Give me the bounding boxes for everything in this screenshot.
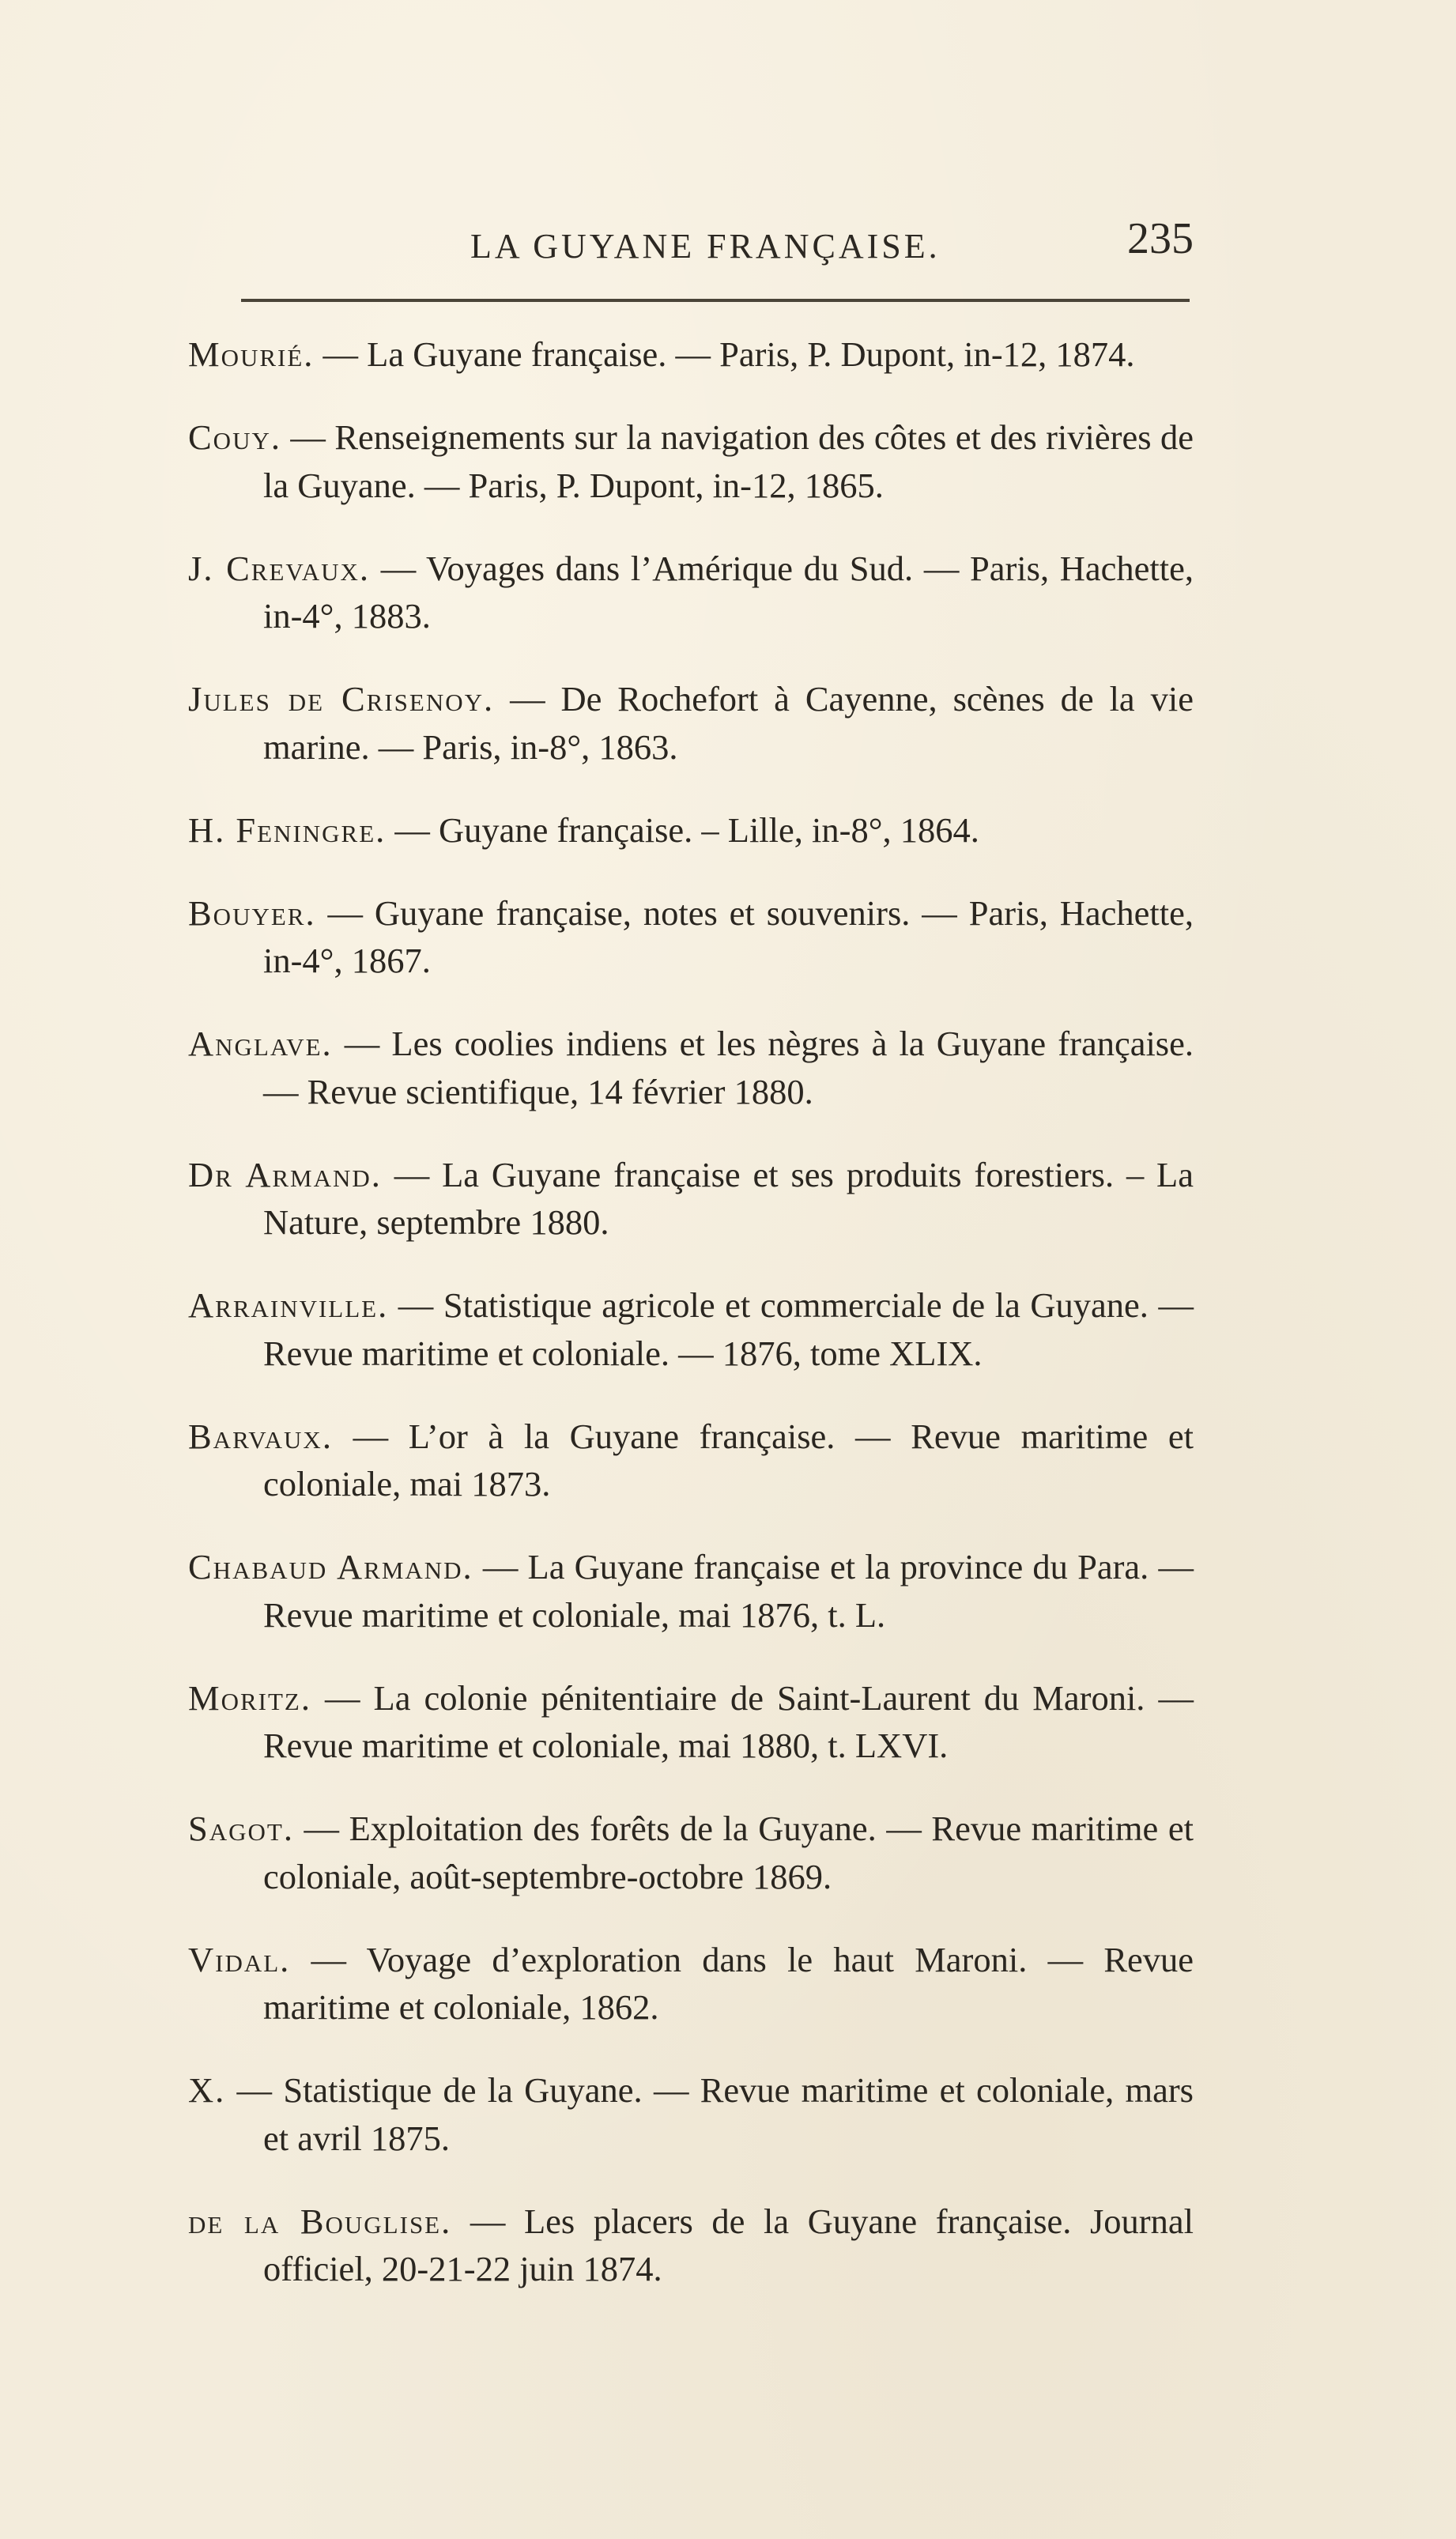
header-rule [241,299,1190,302]
entry-author: Sagot. [188,1809,294,1848]
entry-author: Couy. [188,417,281,457]
entry-author: Bouyer. [188,892,316,933]
entry-author: Anglave. [188,1024,333,1063]
entry-author: Dr Armand. [188,1154,382,1194]
entry-text: — De Rochefort à Cayenne, scènes de la vie marine. — Paris, in-8°, 1863. [263,679,1194,767]
entry-text: — Renseignements sur la navigation des côtes et des rivières de la Guyane. — Paris, P. Dupont, in-12, 1865. [263,417,1194,505]
bibliography-list [188,330,1194,2302]
bibliography-entry [188,1151,1194,1247]
entry-author: X. [188,2070,226,2110]
entry-author: Mourié. [188,334,315,374]
entry-text: — Les coolies indiens et les nègres à la Guyane française. — Revue scientifique, 14 février 1880. [263,1024,1194,1111]
bibliography-entry [188,675,1194,771]
entry-author: de la Bouglise. [188,2201,452,2241]
page-header [190,212,1194,283]
entry-text: — Guyane française, notes et souvenirs. — Paris, Hachette, in-4°, 1867. [263,892,1194,980]
entry-text: — Les placers de la Guyane française. Journal officiel, 20-21-22 juin 1874. [263,2201,1194,2288]
entry-text: — La colonie pénitentiaire de Saint-Laurent du Maroni. — Revue maritime et coloniale, mai 1880, t. LXVI. [263,1677,1194,1765]
entry-author: Arrainville. [188,1285,389,1325]
entry-text: — La Guyane française. — Paris, P. Dupont, in-12, 1874. [314,334,1135,374]
entry-author: Barvaux. [188,1416,333,1456]
bibliography-entry [188,545,1194,640]
bibliography-entry [188,330,1194,379]
bibliography-entry [188,889,1194,985]
entry-text: — L’or à la Guyane française. — Revue maritime et coloniale, mai 1873. [263,1416,1194,1503]
bibliography-entry [188,1805,1194,1900]
entry-author: H. Feningre. [188,809,387,850]
bibliography-entry [188,806,1194,855]
entry-text: — Statistique de la Guyane. — Revue maritime et coloniale, mars et avril 1875. [225,2070,1194,2158]
bibliography-entry [188,2198,1194,2293]
running-title: LA GUYANE FRANÇAISE. [470,227,941,266]
entry-text: — Statistique agricole et commerciale de la Guyane. — Revue maritime et coloniale. — 1876, tome XLIX. [263,1285,1194,1373]
entry-text: — Exploitation des forêts de la Guyane. — Revue maritime et coloniale, août-septembre-octobre 1869. [263,1809,1194,1896]
page-number: 235 [1127,214,1194,263]
bibliography-entry [188,2066,1194,2162]
entry-text: — Voyages dans l’Amérique du Sud. — Paris, Hachette, in-4°, 1883. [263,548,1194,636]
bibliography-entry [188,413,1194,509]
entry-author: Jules de Crisenoy. [188,679,495,719]
bibliography-entry [188,1674,1194,1770]
bibliography-entry [188,1281,1194,1377]
entry-author: Moritz. [188,1677,311,1718]
entry-text: — La Guyane française et ses produits forestiers. – La Nature, septembre 1880. [263,1154,1194,1242]
entry-author: Vidal. [188,1939,291,1979]
entry-text: — Voyage d’exploration dans le haut Maroni. — Revue maritime et coloniale, 1862. [263,1939,1194,2027]
entry-author: J. Crevaux. [188,548,371,588]
entry-author: Chabaud Armand. [188,1547,473,1586]
entry-text: — Guyane française. – Lille, in-8°, 1864. [386,809,979,850]
bibliography-entry [188,1020,1194,1115]
bibliography-entry [188,1936,1194,2032]
bibliography-entry [188,1413,1194,1508]
entry-text: — La Guyane française et la province du Para. — Revue maritime et coloniale, mai 1876, t. L. [263,1547,1194,1635]
bibliography-entry [188,1543,1194,1639]
